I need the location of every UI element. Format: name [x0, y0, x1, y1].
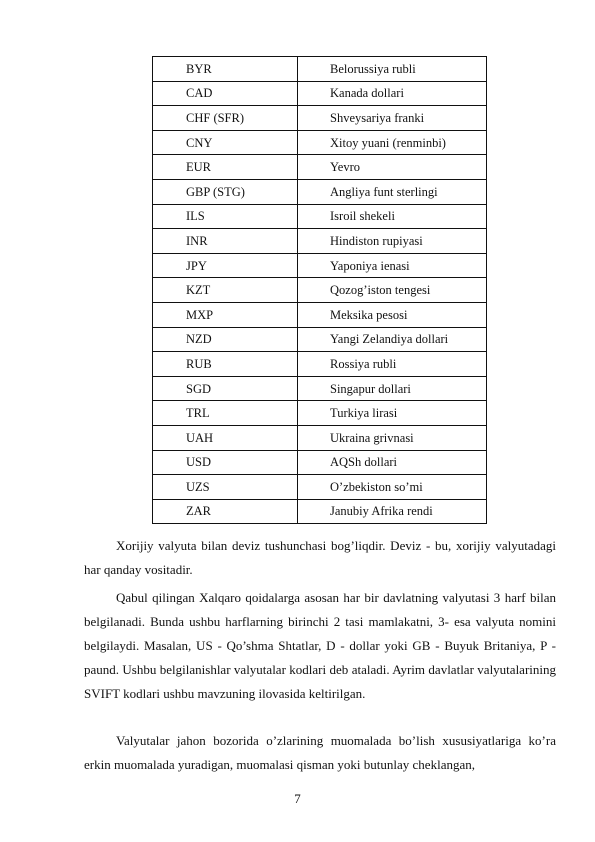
currency-name-cell: O’zbekiston so’mi [298, 475, 487, 500]
table-row [153, 475, 487, 500]
table-row [153, 81, 487, 106]
currency-code-cell: GBP (STG) [153, 179, 298, 204]
table-row [153, 204, 487, 229]
table-row [153, 278, 487, 303]
currency-name-cell: Kanada dollari [298, 81, 487, 106]
currency-name-cell: Belorussiya rubli [298, 57, 487, 82]
currency-code-cell: INR [153, 229, 298, 254]
currency-name-cell: Xitoy yuani (renminbi) [298, 130, 487, 155]
currency-code-cell: UZS [153, 475, 298, 500]
currency-code-cell: EUR [153, 155, 298, 180]
currency-name-cell: Isroil shekeli [298, 204, 487, 229]
currency-code-cell: BYR [153, 57, 298, 82]
table-row [153, 57, 487, 82]
table-row [153, 229, 487, 254]
currency-table-body [153, 57, 487, 524]
currency-code-cell: CHF (SFR) [153, 106, 298, 131]
table-row [153, 401, 487, 426]
currency-name-cell: Meksika pesosi [298, 302, 487, 327]
table-row [153, 155, 487, 180]
currency-name-cell: AQSh dollari [298, 450, 487, 475]
currency-name-cell: Angliya funt sterlingi [298, 179, 487, 204]
currency-code-cell: NZD [153, 327, 298, 352]
currency-name-cell: Ukraina grivnasi [298, 425, 487, 450]
currency-code-cell: KZT [153, 278, 298, 303]
currency-name-cell: Yevro [298, 155, 487, 180]
table-row [153, 253, 487, 278]
currency-code-cell: RUB [153, 352, 298, 377]
currency-code-cell: USD [153, 450, 298, 475]
currency-code-cell: UAH [153, 425, 298, 450]
currency-code-cell: ILS [153, 204, 298, 229]
currency-code-cell: CNY [153, 130, 298, 155]
currency-name-cell: Janubiy Afrika rendi [298, 499, 487, 524]
currency-name-cell: Qozog’iston tengesi [298, 278, 487, 303]
table-row [153, 450, 487, 475]
table-row [153, 302, 487, 327]
currency-code-cell: CAD [153, 81, 298, 106]
paragraph-currency-codes: Qabul qilingan Xalqaro qoidalarga asosan har bir davlatning valyutasi 3 harf bilan belgilanadi. Bunda ushbu harflarning birinchi 2 tasi mamlakatni, 3- esa valyuta nomini belgilaydi. Masalan, US - Qo’shma Shtatlar, D - dollar yoki GB - Buyuk Britaniya, P - paund. Ushbu belgilanishlar valyutalar kodlari deb ataladi. Ayrim davlatlar valyutalarining SVIFT kodlari ushbu mavzuning ilovasida keltirilgan. [84, 590, 556, 701]
currency-code-cell: TRL [153, 401, 298, 426]
table-row [153, 499, 487, 524]
paragraph-currency-circulation: Valyutalar jahon bozorida o’zlarining muomalada bo’lish xususiyatlariga ko’ra erkin muomalada yuradigan, muomalasi qisman yoki butunlay cheklangan, [84, 733, 556, 772]
currency-name-cell: Shveysariya franki [298, 106, 487, 131]
currency-name-cell: Yangi Zelandiya dollari [298, 327, 487, 352]
currency-code-cell: SGD [153, 376, 298, 401]
currency-name-cell: Hindiston rupiyasi [298, 229, 487, 254]
page-number: 7 [294, 791, 301, 806]
currency-name-cell: Rossiya rubli [298, 352, 487, 377]
table-row [153, 376, 487, 401]
table-row [153, 130, 487, 155]
currency-code-cell: ZAR [153, 499, 298, 524]
table-row [153, 352, 487, 377]
currency-code-cell: MXP [153, 302, 298, 327]
currency-codes-table [152, 56, 487, 524]
paragraph-deviz: Xorijiy valyuta bilan deviz tushunchasi bog’liqdir. Deviz - bu, xorijiy valyutadagi har qanday vositadir. [84, 538, 556, 577]
table-row [153, 327, 487, 352]
table-row [153, 106, 487, 131]
currency-code-cell: JPY [153, 253, 298, 278]
currency-name-cell: Turkiya lirasi [298, 401, 487, 426]
table-row [153, 179, 487, 204]
currency-name-cell: Singapur dollari [298, 376, 487, 401]
table-row [153, 425, 487, 450]
currency-name-cell: Yaponiya ienasi [298, 253, 487, 278]
